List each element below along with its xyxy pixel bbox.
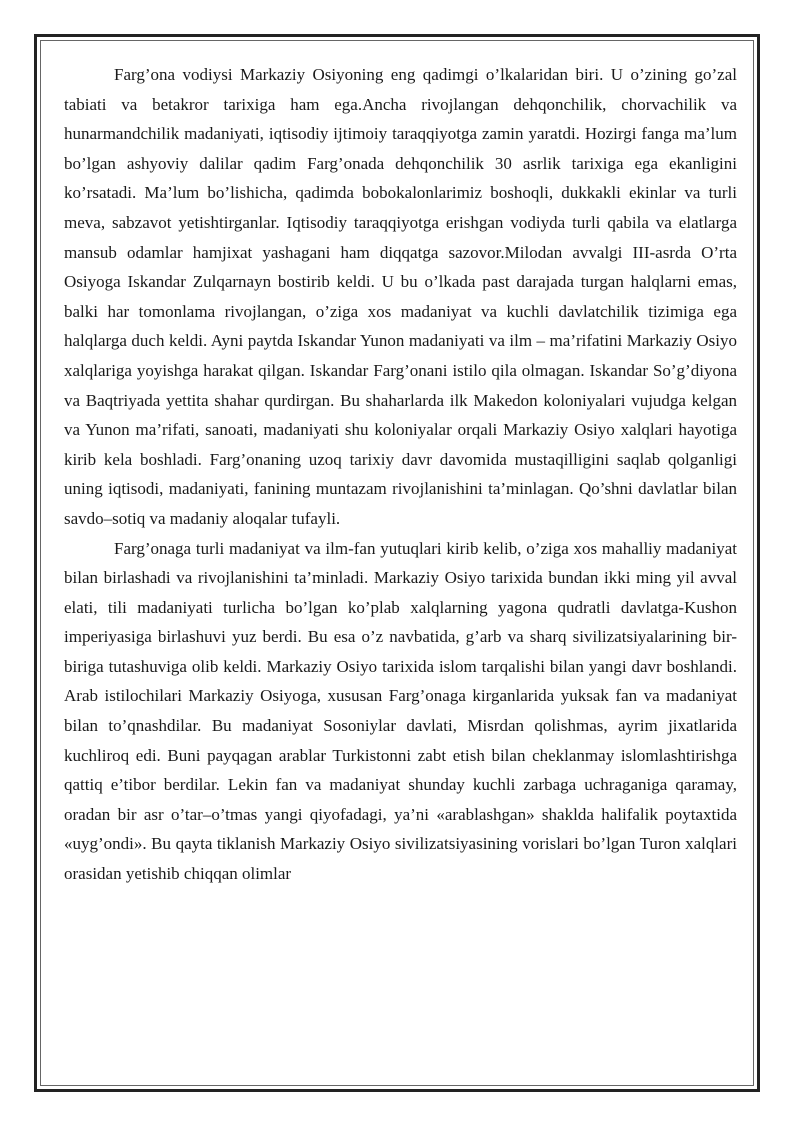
document-body [64,60,737,889]
paragraph-2: Farg’onaga turli madaniyat va ilm-fan yutuqlari kirib kelib, o’ziga xos mahalliy madaniyat bilan birlashadi va rivojlanishini ta’minladi. Markaziy Osiyo tarixida bundan ikki ming yil avval elati, tili madaniyati turlicha bo’lgan ko’plab xalqlarning yagona qudratli davlatga-Kushon imperiyasiga birlashuvi yuz berdi. Bu esa o’z navbatida, g’arb va sharq sivilizatsiyalarining bir-biriga tutashuviga olib keldi. Markaziy Osiyo tarixida islom tarqalishi bilan yangi davr boshlandi. Arab istilochilari Markaziy Osiyoga, xususan Farg’onaga kirganlarida yuksak fan va madaniyat bilan to’qnashdilar. Bu madaniyat Sosoniylar davlati, Misrdan qolishmas, ayrim jixatlarida kuchliroq edi. Buni payqagan arablar Turkistonni zabt etish bilan cheklanmay islomlashtirishga qattiq e’tibor berdilar. Lekin fan va madaniyat shunday kuchli zarbaga uchraganiga qaramay, oradan bir asr o’tar–o’tmas yangi qiyofadagi, ya’ni «arablashgan» shaklda halifalik poytaxtida «uyg’ondi». Bu qayta tiklanish Markaziy Osiyo sivilizatsiyasining vorislari bo’lgan Turon xalqlari orasidan yetishib chiqqan olimlar [64,538,737,884]
paragraph-1: Farg’ona vodiysi Markaziy Osiyoning eng qadimgi o’lkalaridan biri. U o’zining go’zal tabiati va betakror tarixiga ham ega.Ancha rivojlangan dehqonchilik, chorvachilik va hunarmandchilik madaniyati, iqtisodiy ijtimoiy taraqqiyotga zamin yaratdi. Hozirgi fanga ma’lum bo’lgan ashyoviy dalilar qadim Farg’onada dehqonchilik 30 asrlik tarixiga ega ekanligini ko’rsatadi. Ma’lum bo’lishicha, qadimda bobokalonlarimiz boshoqli, dukkakli ekinlar va turli meva, sabzavot yetishtirganlar. Iqtisodiy taraqqiyotga erishgan vodiyda turli qabila va elatlarga mansub odamlar hamjixat yashagani ham diqqatga sazovor.Milodan avvalgi III-asrda O’rta Osiyoga Iskandar Zulqarnayn bostirib keldi. U bu o’lkada past darajada turgan halqlarni emas, balki har tomonlama rivojlangan, o’ziga xos madaniyat va kuchli davlatchilik tizimiga ega halqlarga duch keldi. Ayni paytda Iskandar Yunon madaniyati va ilm – ma’rifatini Markaziy Osiyo xalqlariga yoyishga harakat qilgan. Iskandar Farg’onani istilo qila olmagan. Iskandar So’g’diyona va Baqtriyada yettita shahar qurdirgan. Bu shaharlarda ilk Makedon koloniyalari vujudga kelgan va Yunon ma’rifati, sanoati, madaniyati shu koloniyalar orqali Markaziy Osiyo xalqlari hayotiga kirib kela boshladi. Farg’onaning uzoq tarixiy davr davomida mustaqilligini saqlab qolganligi uning iqtisodi, madaniyati, fanining muntazam rivojlanishini ta’minlagan. Qo’shni davlatlar bilan savdo–sotiq va madaniy aloqalar tufayli. [64,65,737,528]
